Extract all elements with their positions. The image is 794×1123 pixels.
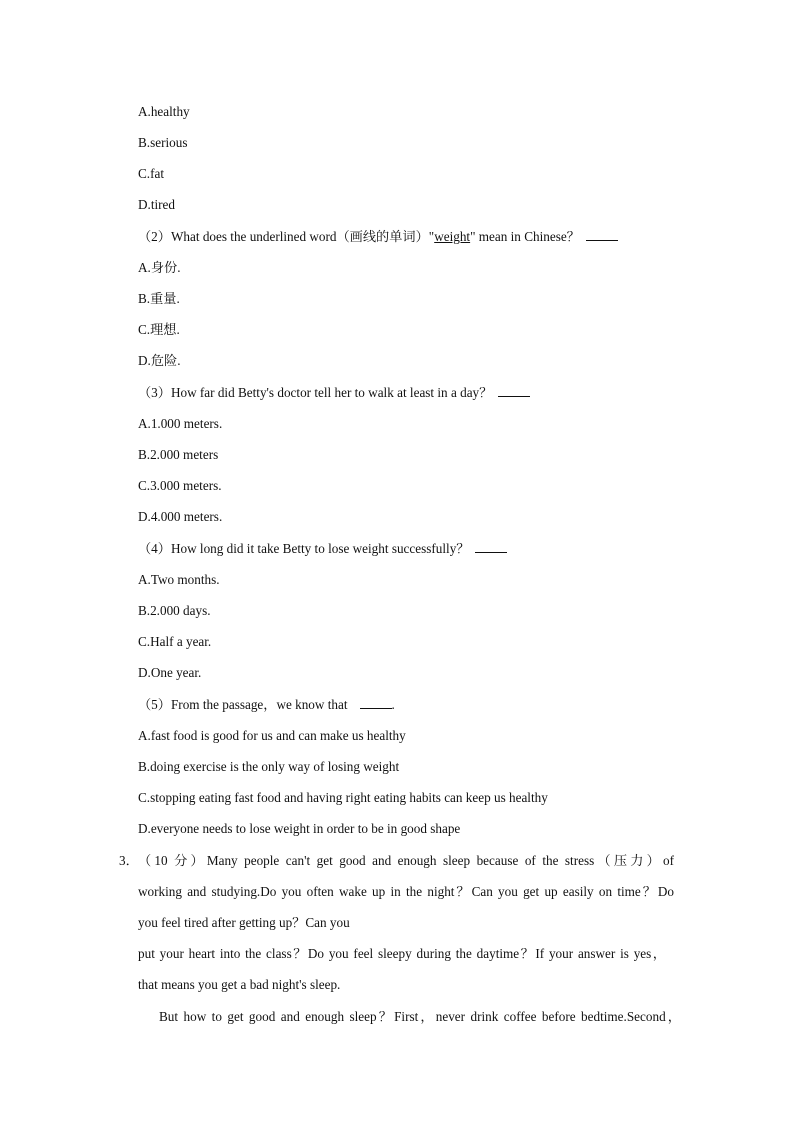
option-c: C.理想. (138, 322, 180, 337)
passage-line: put your heart into the class？Do you feel sleepy during the daytime？If your answer is yes， (138, 946, 666, 961)
question-5 (138, 697, 395, 713)
option-d: D.One year. (138, 665, 202, 680)
question-5-text: （5）From the passage，we know that (138, 697, 348, 712)
option-d: D.tired (138, 197, 175, 212)
option-a: A.Two months. (138, 572, 220, 587)
question-4-text: （4）How long did it take Betty to lose weight successfully？ (138, 541, 470, 556)
option-d: D.everyone needs to lose weight in order to be in good shape (138, 821, 461, 836)
option-b: B.serious (138, 135, 188, 150)
option-b: B.重量. (138, 291, 180, 306)
passage-line: you feel tired after getting up？Can you (138, 915, 350, 930)
passage-line: （10 分）Many people can't get good and enough sleep because of the stress（压力）of (138, 853, 674, 868)
answer-blank (360, 697, 392, 709)
option-c: C.fat (138, 166, 165, 181)
option-c: C.3.000 meters. (138, 478, 222, 493)
question-3-text: （3）How far did Betty's doctor tell her to walk at least in a day？ (138, 385, 493, 400)
option-d: D.危险. (138, 353, 181, 368)
answer-blank (475, 541, 507, 553)
passage-line: But how to get good and enough sleep？First，never drink coffee before bedtime.Second， (159, 1009, 681, 1024)
passage-line: that means you get a bad night's sleep. (138, 977, 341, 992)
option-b: B.2.000 days. (138, 603, 211, 618)
option-a: A.身份. (138, 260, 181, 275)
option-b: B.doing exercise is the only way of losing weight (138, 759, 400, 774)
answer-blank (586, 229, 618, 241)
option-d: D.4.000 meters. (138, 509, 223, 524)
option-a: A.healthy (138, 104, 190, 119)
answer-blank (498, 385, 530, 397)
question-2-prefix: （2）What does the underlined word（画线的单词）" (138, 229, 435, 244)
question-3 (138, 385, 530, 401)
option-c: C.stopping eating fast food and having right eating habits can keep us healthy (138, 790, 548, 805)
option-a: A.1.000 meters. (138, 416, 223, 431)
question-number: 3． (119, 853, 139, 868)
option-a: A.fast food is good for us and can make us healthy (138, 728, 406, 743)
question-2-suffix: " mean in Chinese？ (470, 229, 580, 244)
option-c: C.Half a year. (138, 634, 212, 649)
passage-line: working and studying.Do you often wake up in the night？Can you get up easily on time？Do (138, 884, 674, 899)
question-4 (138, 541, 507, 557)
option-b: B.2.000 meters (138, 447, 219, 462)
question-5-period: . (391, 697, 395, 712)
question-2 (138, 229, 618, 245)
underlined-word: weight (434, 229, 471, 244)
